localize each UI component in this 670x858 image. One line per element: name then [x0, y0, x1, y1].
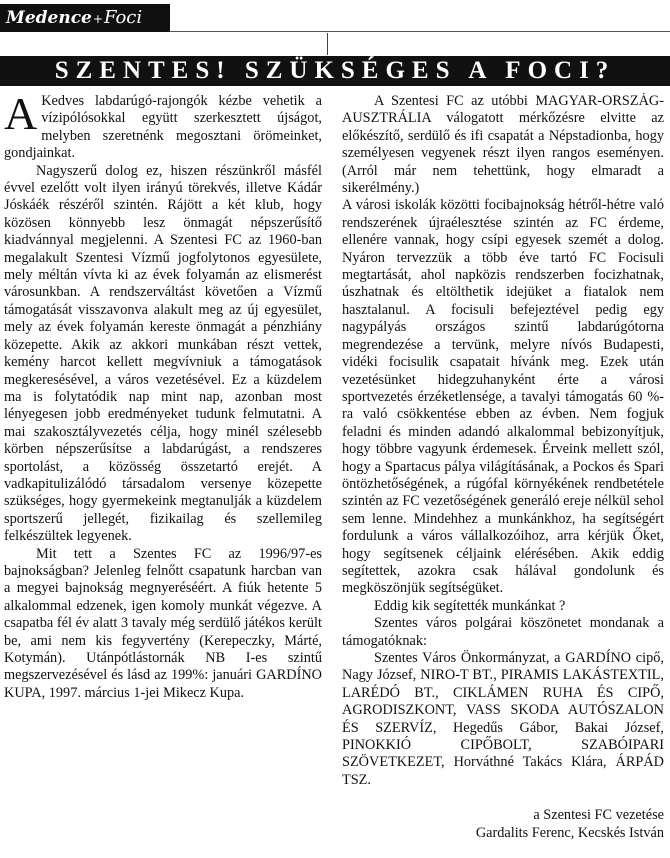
intro-paragraph	[4, 93, 322, 163]
signature-names: Gardalits Ferenc, Kecskés István	[475, 824, 664, 841]
right-column	[342, 93, 664, 853]
paragraph: Mit tett a Szentes FC az 1996/97-es bajnokságban? Jelenleg felnőtt csapatunk harcban van a megyei bajnokság megnyeréséért. A fiúk hetente 5 alkalommal edzenek, igen komoly munkát végezve. A csapatba fél év alatt 3 tavaly még serdülő játékos került be, ami nem kis fegyvertény (Kerepeczky, Márté, Kotymán). Utánpótlástornák NB I-es szintű megszervezésével és lásd az 199%: januári GARDÍNO KUPA, 1997. március 1-jei Mikecz Kupa.	[4, 545, 322, 701]
logo-word-foci: Foci	[103, 7, 143, 28]
logo-word-medence: Medence	[6, 8, 92, 28]
left-column	[4, 93, 322, 853]
signature-org: a Szentesi FC vezetése	[533, 807, 664, 824]
column-divider	[327, 33, 328, 55]
sponsors-question: Eddig kik segítették munkánkat ?	[374, 597, 566, 614]
thanks-paragraph: Szentes város polgárai köszönetet mondanak a támogatóknak:	[342, 615, 664, 649]
sponsors-list: Szentes Város Önkormányzat, a GARDÍNO cipő, Nagy József, NIRO-T BT., PIRAMIS LAKÁSTEXTIL, LARÉDÓ BT., CIKLÁMEN RUHA ÉS CIPŐ, AGRODISZKONT, VASS SKODA AUTÓSZALON ÉS SZERVÍZ, Hegedűs Gábor, Bakai József, PINOKKIÓ CIPŐBOLT, SZABÓIPARI SZÖVETKEZET, Horváthné Takács Klára, ÁRPÁD TSZ.	[342, 650, 664, 788]
intro-text: Kedves labdarúgó-rajongók kézbe vehetik a vízipólósokkal együtt szerkesztett újságot, melyben szeretnénk megosztani örömeinket, gondjainkat.	[4, 93, 322, 162]
section-logo	[0, 4, 170, 32]
paragraph: A Szentesi FC az utóbbi MAGYAR-ORSZÁG-AUSZTRÁLIA válogatott mérkőzésre elvitte az előkészítő, serdülő és ifi csapatát a Népstadionba, hogy személyesen vegyenek részt ilyen rangos eseményen. (Arról már nem tehettünk, hogy elmaradt a sikerélmény.)	[342, 93, 664, 197]
paragraph: Nagyszerű dolog ez, hiszen részünkről másfél évvel ezelőtt volt ilyen irányú törekvés, illetve Kádár Jóskáék részéről szintén. Rájött a két klub, hogy közösen könnyebb lesz önmagát népszerűsítő kiadvánnyal megjelenni. A Szentesi FC az 1960-ban megalakult Szentesi Vízmű jogfolytonos egyesülete, mely méltán vívta ki az évek folyamán az elismerést városunkban. A rendszerváltást követően a Vízmű támogatását visszavonva alakult meg az új egyesület, mely az évek folyamán kereste önmagát a pénzhiány közepette. Akik az akkori munkában részt vettek, kemény harcot kellett megvívniuk a támogatások megkeresésével, a város vezetésével. Ez a küzdelem ma is folytatódik nap mint nap, azonban most lényegesen jobb eredményeket tudunk felmutatni. A mai szakosztályvezetés célja, hogy minél szélesebb körben népszerűsítse a labdarúgást, a rendszeres sportolást, a közösség összetartó erejét. A vadkapitulizálódó társadalom versenye közepette szükséges, hogy gyermekeink megtanulják a küzdelem sportszerű jellegét, fizikailag és szellemileg felkészültek legyenek.	[4, 162, 322, 545]
logo-plus: +	[92, 12, 103, 26]
dropcap: A	[4, 93, 38, 139]
paragraph: A városi iskolák közötti focibajnokság hétről-hétre való rendszerének újraélesztése szintén az FC érdeme, ellenére vannak, hogy csípi egyesek szemét a dolog. Nyáron tervezzük a több éve tartó FC Focisuli megtartását, ahol napközis rendszerben focizhatnak, úszhatnak és eltölthetik idejüket a fiatalok nem hasztalanul. A focisuli befejeztével pedig egy nagypályás országos szintű labdarúgótorna megrendezése a tervünk, melyre nívós Budapesti, vidéki focisulik csapatait hívánk meg. Ezek után vezetésünket hidegzuhanyként érte a városi sportvezetés érzéketlensége, a tavalyi támogatás 60 %-ra való csökkentése ebben az évben. Nem fogjuk feladni és minden adandó alkalommal bebizonyítjuk, hogy többre vagyunk érdemesek. Érveink mellett szól, hogy a Spartacus pálya világításának, a Pockos és Spari öntözhetőségének, a rúgófal környékének rendbetétele szintén az FC vezetőségének generáló ereje nélkül sehol sem lenne. Mindehhez a munkánkhoz, ha segítségért fordulunk a város vállalkozóihoz, arra kérjük Őket, hogy segítsenek céljaink elérésében. Akik eddig segítettek, azokra csak hálával gondolunk és megköszönjük segítségüket.	[342, 197, 664, 597]
article-headline: SZENTES! SZÜKSÉGES A FOCI?	[0, 56, 670, 86]
header-rule	[170, 31, 670, 32]
signature	[342, 807, 664, 842]
page-header	[0, 0, 670, 33]
